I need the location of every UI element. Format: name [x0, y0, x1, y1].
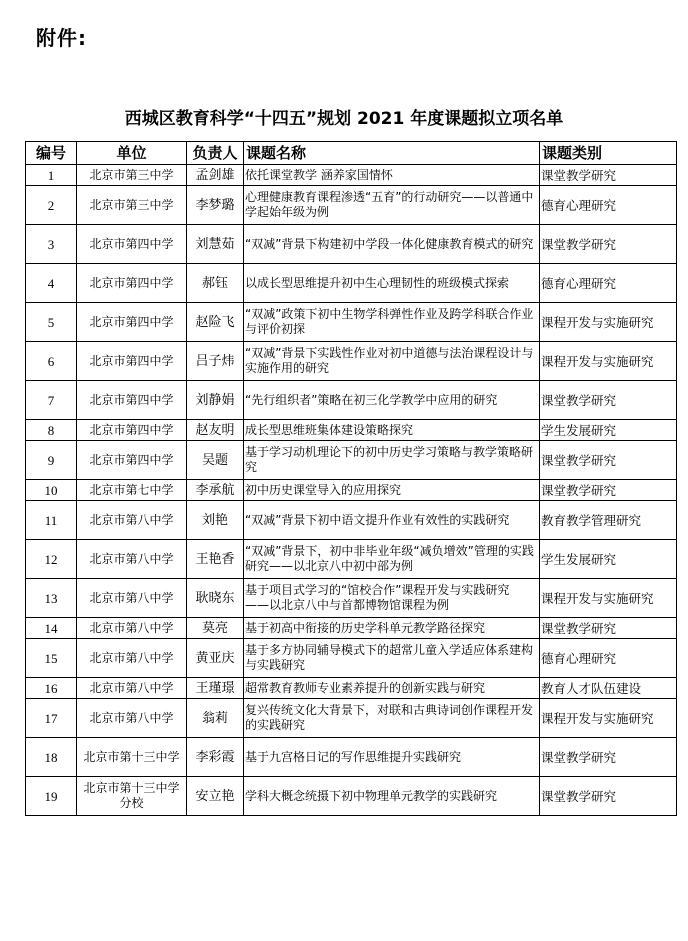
column-header-no: 编号	[26, 142, 77, 165]
document-title: 西城区教育科学“十四五”规划 2021 年度课题拟立项名单	[124, 109, 564, 129]
cell-title: 心理健康教育课程渗透“五育”的行动研究——以普通中学起始年级为例	[244, 186, 540, 225]
cell-unit: 北京市第四中学	[77, 420, 187, 441]
table-row	[26, 420, 677, 441]
cell-title: 以成长型思维提升初中生心理韧性的班级模式探索	[244, 264, 540, 303]
cell-person: 刘艳	[187, 501, 244, 540]
cell-person: 黄亚庆	[187, 639, 244, 678]
cell-category: 德育心理研究	[540, 186, 677, 225]
cell-category: 课堂教学研究	[540, 165, 677, 186]
cell-unit: 北京市第八中学	[77, 579, 187, 618]
cell-unit: 北京市第八中学	[77, 639, 187, 678]
table-row	[26, 777, 677, 816]
cell-person: 赵险飞	[187, 303, 244, 342]
table-row	[26, 639, 677, 678]
cell-category: 课堂教学研究	[540, 381, 677, 420]
table-row	[26, 540, 677, 579]
cell-number: 4	[26, 264, 77, 303]
cell-category: 课堂教学研究	[540, 441, 677, 480]
cell-unit: 北京市第七中学	[77, 480, 187, 501]
cell-person: 耿晓东	[187, 579, 244, 618]
cell-title: 依托课堂教学 涵养家国情怀	[244, 165, 540, 186]
cell-number: 9	[26, 441, 77, 480]
cell-person: 王艳香	[187, 540, 244, 579]
cell-title: “双减”背景下构建初中学段一体化健康教育模式的研究	[244, 225, 540, 264]
cell-title: 基于学习动机理论下的初中历史学习策略与教学策略研究	[244, 441, 540, 480]
cell-unit: 北京市第四中学	[77, 303, 187, 342]
cell-person: 孟剑雄	[187, 165, 244, 186]
cell-person: 李梦璐	[187, 186, 244, 225]
cell-number: 19	[26, 777, 77, 816]
cell-unit: 北京市第四中学	[77, 381, 187, 420]
cell-unit: 北京市第四中学	[77, 342, 187, 381]
cell-number: 14	[26, 618, 77, 639]
cell-number: 12	[26, 540, 77, 579]
cell-person: 李彩霞	[187, 738, 244, 777]
cell-category: 德育心理研究	[540, 264, 677, 303]
cell-number: 8	[26, 420, 77, 441]
cell-number: 7	[26, 381, 77, 420]
cell-unit: 北京市第八中学	[77, 540, 187, 579]
cell-unit: 北京市第三中学	[77, 165, 187, 186]
table-row	[26, 618, 677, 639]
table-row	[26, 225, 677, 264]
cell-unit: 北京市第四中学	[77, 264, 187, 303]
cell-category: 课堂教学研究	[540, 225, 677, 264]
cell-category: 教育教学管理研究	[540, 501, 677, 540]
cell-unit: 北京市第八中学	[77, 501, 187, 540]
cell-category: 课堂教学研究	[540, 777, 677, 816]
cell-number: 3	[26, 225, 77, 264]
cell-category: 学生发展研究	[540, 540, 677, 579]
cell-title: 学科大概念统摄下初中物理单元教学的实践研究	[244, 777, 540, 816]
cell-unit: 北京市第八中学	[77, 678, 187, 699]
table-row	[26, 441, 677, 480]
cell-unit: 北京市第八中学	[77, 699, 187, 738]
column-header-category: 课题类别	[540, 142, 677, 165]
cell-person: 翁莉	[187, 699, 244, 738]
cell-number: 6	[26, 342, 77, 381]
cell-title: “双减”背景下，初中非毕业年级“减负增效”管理的实践研究——以北京八中初中部为例	[244, 540, 540, 579]
cell-number: 2	[26, 186, 77, 225]
cell-unit: 北京市第四中学	[77, 441, 187, 480]
table-row	[26, 501, 677, 540]
table-row	[26, 480, 677, 501]
column-header-unit: 单位	[77, 142, 187, 165]
cell-number: 15	[26, 639, 77, 678]
cell-title: 基于初高中衔接的历史学科单元教学路径探究	[244, 618, 540, 639]
cell-category: 德育心理研究	[540, 639, 677, 678]
cell-number: 17	[26, 699, 77, 738]
table-row	[26, 303, 677, 342]
cell-category: 课程开发与实施研究	[540, 342, 677, 381]
table-row	[26, 381, 677, 420]
cell-person: 安立艳	[187, 777, 244, 816]
table-row	[26, 165, 677, 186]
cell-unit: 北京市第三中学	[77, 186, 187, 225]
cell-person: 刘静娟	[187, 381, 244, 420]
cell-title: 基于项目式学习的“馆校合作”课程开发与实践研究 ——以北京八中与首都博物馆课程为例	[244, 579, 540, 618]
cell-person: 王瑾璟	[187, 678, 244, 699]
cell-title: “双减”背景下初中语文提升作业有效性的实践研究	[244, 501, 540, 540]
cell-person: 吕子炜	[187, 342, 244, 381]
table-row	[26, 342, 677, 381]
cell-category: 课堂教学研究	[540, 480, 677, 501]
cell-title: 复兴传统文化大背景下，对联和古典诗词创作课程开发的实践研究	[244, 699, 540, 738]
cell-title: 基于多方协同辅导模式下的超常儿童入学适应体系建构与实践研究	[244, 639, 540, 678]
cell-title: 初中历史课堂导入的应用探究	[244, 480, 540, 501]
cell-category: 课程开发与实施研究	[540, 699, 677, 738]
cell-title: “先行组织者”策略在初三化学教学中应用的研究	[244, 381, 540, 420]
cell-number: 5	[26, 303, 77, 342]
table-row	[26, 678, 677, 699]
cell-unit: 北京市第十三中学分校	[77, 777, 187, 816]
cell-title: 基于九宫格日记的写作思维提升实践研究	[244, 738, 540, 777]
cell-number: 13	[26, 579, 77, 618]
cell-number: 16	[26, 678, 77, 699]
cell-unit: 北京市第十三中学	[77, 738, 187, 777]
cell-category: 课程开发与实施研究	[540, 303, 677, 342]
cell-title: 超常教育教师专业素养提升的创新实践与研究	[244, 678, 540, 699]
project-list-table	[25, 141, 677, 816]
cell-title: 成长型思维班集体建设策略探究	[244, 420, 540, 441]
cell-person: 赵友明	[187, 420, 244, 441]
column-header-person: 负责人	[187, 142, 244, 165]
cell-person: 莫亮	[187, 618, 244, 639]
cell-number: 11	[26, 501, 77, 540]
table-row	[26, 579, 677, 618]
cell-number: 10	[26, 480, 77, 501]
cell-category: 课程开发与实施研究	[540, 579, 677, 618]
cell-person: 郝钰	[187, 264, 244, 303]
cell-number: 1	[26, 165, 77, 186]
table-header-row	[26, 142, 677, 165]
cell-category: 课堂教学研究	[540, 618, 677, 639]
column-header-title: 课题名称	[244, 142, 540, 165]
table-row	[26, 186, 677, 225]
cell-unit: 北京市第八中学	[77, 618, 187, 639]
table-row	[26, 699, 677, 738]
cell-title: “双减”政策下初中生物学科弹性作业及跨学科联合作业与评价初探	[244, 303, 540, 342]
cell-person: 刘慧茹	[187, 225, 244, 264]
cell-category: 教育人才队伍建设	[540, 678, 677, 699]
table-row	[26, 738, 677, 777]
cell-unit: 北京市第四中学	[77, 225, 187, 264]
cell-person: 李承航	[187, 480, 244, 501]
cell-category: 学生发展研究	[540, 420, 677, 441]
table-row	[26, 264, 677, 303]
cell-title: “双减”背景下实践性作业对初中道德与法治课程设计与实施作用的研究	[244, 342, 540, 381]
cell-person: 吴题	[187, 441, 244, 480]
cell-category: 课堂教学研究	[540, 738, 677, 777]
attachment-label: 附件:	[36, 26, 87, 50]
cell-number: 18	[26, 738, 77, 777]
